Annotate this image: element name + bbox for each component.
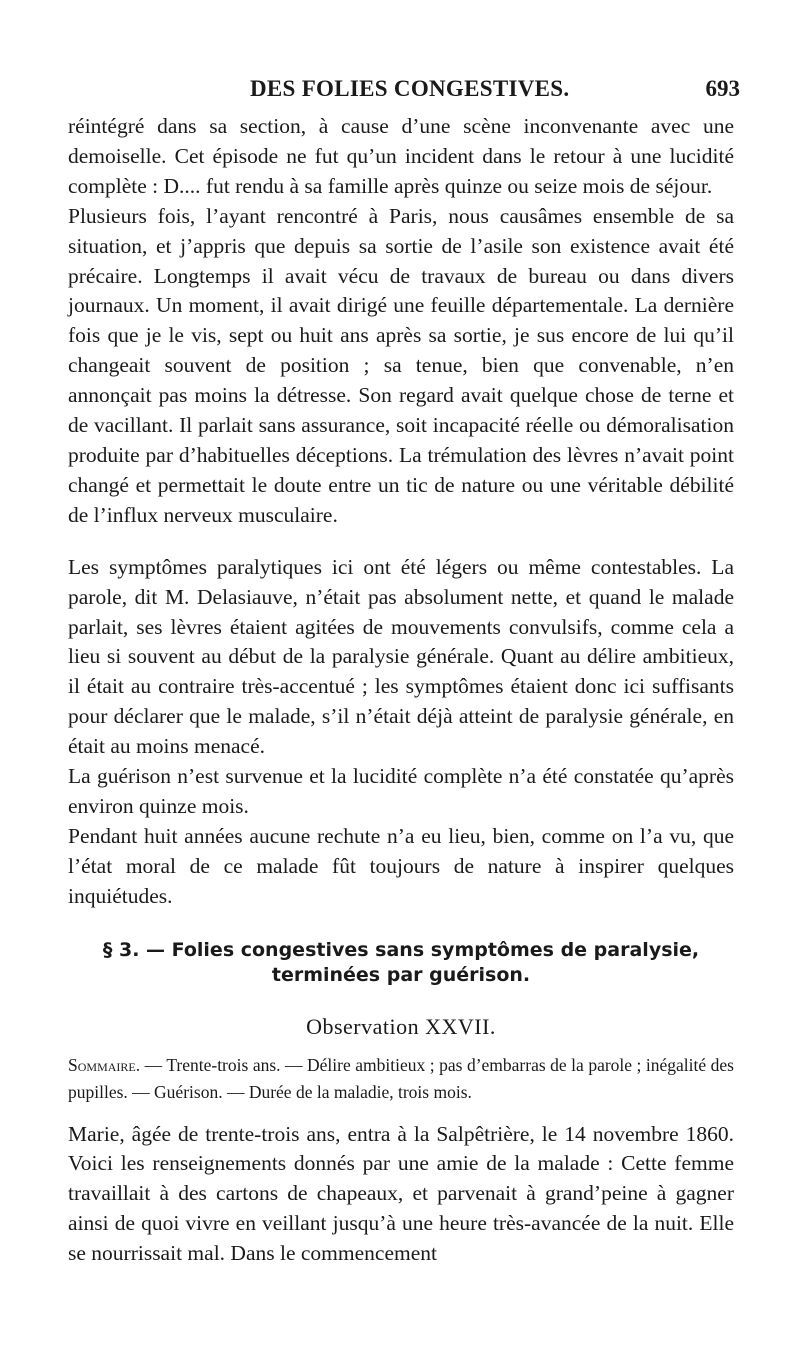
paragraph-1: réintégré dans sa section, à cause d’une scène inconvenante avec une demoiselle. Cet épisode ne fut qu’un incident dans le retour à une lucidité complète : D.... fut rendu à sa famille après quinze ou seize mois de séjour. [68, 114, 734, 198]
running-header [250, 76, 740, 106]
observation-summary [68, 1052, 734, 1106]
observation-text: Marie, âgée de trente-trois ans, entra à la Salpêtrière, le 14 novembre 1860. Voici les renseignements donnés par une amie de la malade : Cette femme travaillait à des cartons de chapeaux, et parvenait à grand’peine à gagner ainsi de quoi vivre en veillant jusqu’à une heure très-avancée de la nuit. Elle se nourrissait mal. Dans le commencement [68, 1121, 734, 1266]
summary-text: — Trente-trois ans. — Délire ambitieux ; pas d’embarras de la parole ; inégalité des pupilles. — Guérison. — Durée de la maladie, trois mois. [68, 1054, 734, 1102]
page-body [68, 112, 734, 1269]
running-title: DES FOLIES CONGESTIVES. [250, 76, 570, 101]
summary-label: Sommaire. [68, 1054, 141, 1075]
paragraph-3: Les symptômes paralytiques ici ont été légers ou même contestables. La parole, dit M. Delasiauve, n’était pas absolument nette, et quand le malade parlait, ses lèvres étaient agitées de mouvements convulsifs, comme cela a lieu si souvent au début de la paralysie générale. Quant au délire ambitieux, il était au contraire très-accentué ; les symptômes étaient donc ici suffisants pour déclarer que le malade, s’il n’était déjà atteint de paralysie générale, en était au moins menacé. [68, 554, 734, 759]
observation-title: Observation XXVII. [306, 1013, 496, 1039]
paragraph-4: La guérison n’est survenue et la lucidité complète n’a été constatée qu’après environ quinze mois. [68, 764, 734, 818]
paragraph-5: Pendant huit années aucune rechute n’a eu lieu, bien, comme on l’a vu, que l’état moral de ce malade fût toujours de nature à inspirer quelques inquiétudes. [68, 823, 734, 908]
paragraph-2: Plusieurs fois, l’ayant rencontré à Paris, nous causâmes ensemble de sa situation, et j’appris que depuis sa sortie de l’asile son existence avait été précaire. Longtemps il avait vécu de travaux de bureau ou dans divers journaux. Un moment, il avait dirigé une feuille départementale. La dernière fois que je le vis, sept ou huit ans après sa sortie, je sus encore de lui qu’il changeait souvent de position ; sa tenue, bien que convenable, n’en annonçait pas moins la détresse. Son regard avait quelque chose de terne et de vacillant. Il parlait sans assurance, soit incapacité réelle ou démoralisation produite par d’habituelles déceptions. La trémulation des lèvres n’avait point changé et permettait le doute entre un tic de nature ou une véritable débilité de l’influx nerveux musculaire. [68, 203, 734, 527]
section-heading: § 3. — Folies congestives sans symptômes de paralysie, terminées par guérison. [102, 938, 700, 986]
page-number: 693 [705, 76, 740, 101]
